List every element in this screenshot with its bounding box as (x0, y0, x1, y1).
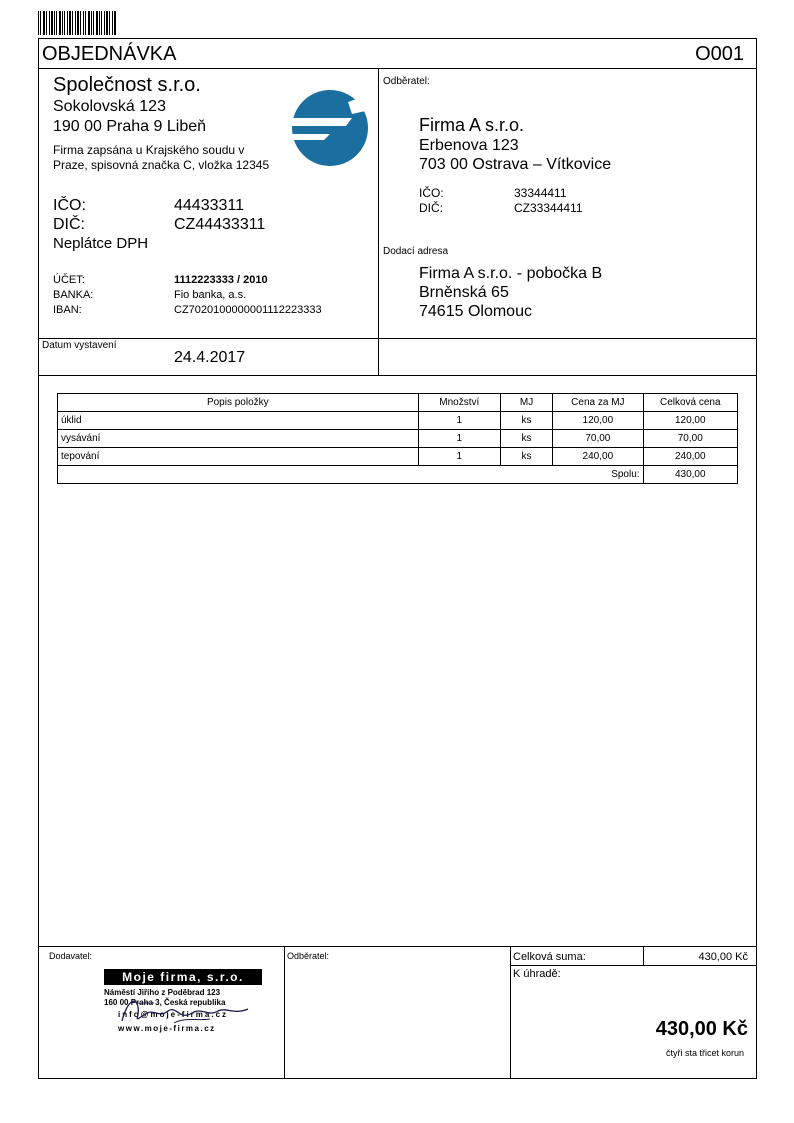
signature-icon (114, 993, 254, 1029)
column-header-quantity: Množství (418, 394, 500, 412)
sum-value: 430,00 (643, 466, 737, 484)
item-unit: ks (500, 412, 552, 430)
header-divider (38, 68, 757, 69)
supplier-registration: Firma zapsána u Krajského soudu v Praze, spisovná značka C, vložka 12345 (53, 143, 270, 172)
supplier-iban: CZ7020100000001112223333 (174, 304, 322, 316)
customer-ico: 33344411 (514, 186, 567, 200)
table-row (58, 412, 738, 430)
customer-ico-label: IČO: (419, 186, 444, 200)
supplier-ico-label: IČO: (53, 197, 86, 214)
company-logo-icon (290, 88, 370, 168)
customer-street: Erbenova 123 (419, 137, 519, 154)
to-pay-words: čtyři sta třicet korun (665, 1048, 744, 1058)
date-row-divider (38, 338, 757, 339)
supplier-account: 1112223333 / 2010 (174, 274, 268, 286)
customer-dic-label: DIČ: (419, 201, 443, 215)
table-row (58, 448, 738, 466)
customer-dic: CZ33344411 (514, 201, 583, 215)
supplier-dic-label: DIČ: (53, 216, 85, 233)
sum-label: Spolu: (58, 466, 644, 484)
column-header-unit: MJ (500, 394, 552, 412)
column-header-unit-price: Cena za MJ (553, 394, 643, 412)
document-title: OBJEDNÁVKA (42, 43, 177, 65)
supplier-bank-label: BANKA: (53, 289, 94, 301)
delivery-city: 74615 Olomouc (419, 303, 532, 320)
table-row (58, 430, 738, 448)
supplier-bank: Fio banka, a.s. (174, 289, 247, 301)
column-header-description: Popis položky (58, 394, 419, 412)
document-number: O001 (695, 43, 744, 65)
table-sum-row (58, 466, 738, 484)
supplier-vat-status: Neplátce DPH (53, 235, 149, 252)
item-unit-price: 70,00 (553, 430, 643, 448)
item-total: 70,00 (643, 430, 737, 448)
supplier-dic: CZ44433311 (174, 216, 266, 233)
column-header-total: Celková cena (643, 394, 737, 412)
item-total: 120,00 (643, 412, 737, 430)
item-quantity: 1 (418, 430, 500, 448)
item-unit-price: 240,00 (553, 448, 643, 466)
supplier-account-label: ÚČET: (53, 274, 85, 286)
footer-supplier-label: Dodavatel: (49, 951, 93, 961)
supplier-street: Sokolovská 123 (53, 98, 166, 115)
stamp-address-1: Náměstí Jiřího z Poděbrad 123 (104, 988, 221, 997)
item-description: vysávání (58, 430, 419, 448)
items-table (57, 393, 738, 484)
to-pay-label: K úhradě: (513, 968, 561, 980)
supplier-ico: 44433311 (174, 197, 244, 214)
supplier-city: 190 00 Praha 9 Libeň (53, 118, 207, 135)
customer-section-label: Odběratel: (383, 76, 430, 87)
stamp-email: info@moje-firma.cz (118, 1010, 229, 1019)
stamp-address-2: 160 00 Praha 3, Česká republika (104, 998, 226, 1007)
item-description: tepování (58, 448, 419, 466)
to-pay-value: 430,00 Kč (655, 1018, 748, 1040)
delivery-name: Firma A s.r.o. - pobočka B (419, 265, 603, 282)
stamp-name: Moje firma, s.r.o. (104, 969, 262, 985)
footer-divider-3 (643, 946, 644, 965)
customer-name: Firma A s.r.o. (419, 115, 525, 135)
document-frame (38, 38, 757, 1079)
barcode (38, 11, 116, 35)
top-section-bottom (38, 375, 757, 376)
issue-date: 24.4.2017 (174, 349, 246, 366)
item-description: úklid (58, 412, 419, 430)
issue-date-label: Datum vystavení (42, 340, 117, 351)
company-stamp (104, 969, 264, 1039)
item-total: 240,00 (643, 448, 737, 466)
footer-divider-1 (284, 946, 285, 1079)
item-quantity: 1 (418, 448, 500, 466)
footer-total-value: 430,00 Kč (698, 951, 748, 963)
supplier-name: Společnost s.r.o. (53, 74, 201, 96)
footer-total-label: Celková suma: (513, 951, 586, 963)
footer-total-divider (510, 965, 757, 966)
footer-top-divider (38, 946, 757, 947)
customer-city: 703 00 Ostrava – Vítkovice (419, 156, 612, 173)
delivery-section-label: Dodací adresa (383, 246, 449, 257)
supplier-iban-label: IBAN: (53, 304, 82, 316)
delivery-street: Brněnská 65 (419, 284, 509, 301)
item-unit: ks (500, 430, 552, 448)
stamp-web: www.moje-firma.cz (118, 1024, 216, 1033)
table-header-row (58, 394, 738, 412)
footer-customer-label: Odběratel: (287, 951, 330, 961)
item-quantity: 1 (418, 412, 500, 430)
item-unit-price: 120,00 (553, 412, 643, 430)
top-section-divider (378, 68, 379, 375)
item-unit: ks (500, 448, 552, 466)
